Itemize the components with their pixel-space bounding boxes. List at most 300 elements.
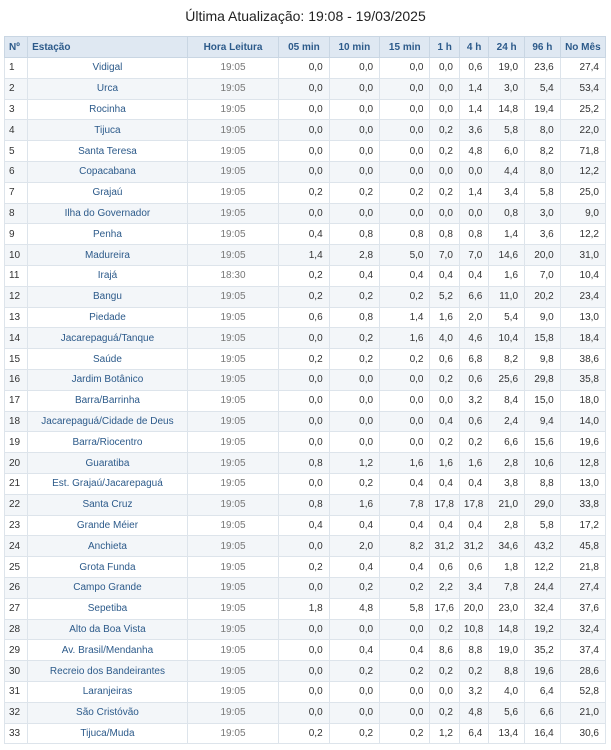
cell-10min: 0,8 bbox=[329, 224, 379, 245]
cell-5min: 0,8 bbox=[279, 453, 329, 474]
cell-5min: 0,0 bbox=[279, 328, 329, 349]
cell-1h: 5,2 bbox=[430, 286, 459, 307]
cell-5min: 0,0 bbox=[279, 99, 329, 120]
cell-24h: 19,0 bbox=[489, 58, 525, 79]
cell-4h: 0,6 bbox=[459, 411, 488, 432]
cell-24h: 1,8 bbox=[489, 557, 525, 578]
cell-number: 14 bbox=[5, 328, 28, 349]
cell-5min: 0,4 bbox=[279, 224, 329, 245]
cell-number: 31 bbox=[5, 681, 28, 702]
cell-15min: 0,0 bbox=[380, 681, 430, 702]
cell-read-time: 19:05 bbox=[187, 203, 278, 224]
cell-15min: 0,8 bbox=[380, 224, 430, 245]
cell-24h: 2,8 bbox=[489, 453, 525, 474]
cell-month: 33,8 bbox=[560, 494, 605, 515]
cell-24h: 8,2 bbox=[489, 349, 525, 370]
cell-month: 14,0 bbox=[560, 411, 605, 432]
col-header-station[interactable]: Estação bbox=[28, 37, 188, 58]
cell-number: 16 bbox=[5, 369, 28, 390]
cell-15min: 7,8 bbox=[380, 494, 430, 515]
cell-station: Copacabana bbox=[28, 161, 188, 182]
cell-5min: 0,4 bbox=[279, 515, 329, 536]
cell-number: 2 bbox=[5, 78, 28, 99]
cell-15min: 8,2 bbox=[380, 536, 430, 557]
cell-5min: 0,0 bbox=[279, 619, 329, 640]
cell-96h: 9,8 bbox=[525, 349, 561, 370]
cell-1h: 17,8 bbox=[430, 494, 459, 515]
cell-number: 29 bbox=[5, 640, 28, 661]
cell-5min: 0,0 bbox=[279, 390, 329, 411]
cell-station: Recreio dos Bandeirantes bbox=[28, 661, 188, 682]
cell-station: Est. Grajaú/Jacarepaguá bbox=[28, 473, 188, 494]
cell-number: 19 bbox=[5, 432, 28, 453]
cell-1h: 0,0 bbox=[430, 681, 459, 702]
table-row bbox=[5, 453, 606, 474]
cell-station: Bangu bbox=[28, 286, 188, 307]
cell-4h: 0,4 bbox=[459, 265, 488, 286]
table-row bbox=[5, 120, 606, 141]
cell-5min: 0,2 bbox=[279, 265, 329, 286]
table-row bbox=[5, 432, 606, 453]
cell-5min: 0,6 bbox=[279, 307, 329, 328]
cell-number: 22 bbox=[5, 494, 28, 515]
table-row bbox=[5, 78, 606, 99]
cell-5min: 0,2 bbox=[279, 182, 329, 203]
cell-24h: 4,4 bbox=[489, 161, 525, 182]
cell-station: Barra/Riocentro bbox=[28, 432, 188, 453]
cell-read-time: 18:30 bbox=[187, 265, 278, 286]
cell-10min: 1,2 bbox=[329, 453, 379, 474]
table-header-row bbox=[5, 37, 606, 58]
cell-read-time: 19:05 bbox=[187, 390, 278, 411]
table-row bbox=[5, 390, 606, 411]
cell-month: 17,2 bbox=[560, 515, 605, 536]
cell-10min: 2,8 bbox=[329, 245, 379, 266]
cell-10min: 1,6 bbox=[329, 494, 379, 515]
cell-month: 37,6 bbox=[560, 598, 605, 619]
cell-10min: 0,0 bbox=[329, 203, 379, 224]
cell-15min: 0,2 bbox=[380, 661, 430, 682]
cell-number: 20 bbox=[5, 453, 28, 474]
cell-4h: 2,0 bbox=[459, 307, 488, 328]
cell-1h: 1,2 bbox=[430, 723, 459, 744]
cell-5min: 0,0 bbox=[279, 78, 329, 99]
cell-5min: 0,0 bbox=[279, 640, 329, 661]
table-row bbox=[5, 598, 606, 619]
cell-4h: 0,0 bbox=[459, 161, 488, 182]
cell-10min: 0,0 bbox=[329, 702, 379, 723]
cell-24h: 21,0 bbox=[489, 494, 525, 515]
cell-read-time: 19:05 bbox=[187, 245, 278, 266]
cell-15min: 0,0 bbox=[380, 58, 430, 79]
cell-96h: 16,4 bbox=[525, 723, 561, 744]
cell-station: Vidigal bbox=[28, 58, 188, 79]
cell-24h: 19,0 bbox=[489, 640, 525, 661]
cell-4h: 7,0 bbox=[459, 245, 488, 266]
cell-1h: 0,0 bbox=[430, 161, 459, 182]
cell-month: 12,2 bbox=[560, 161, 605, 182]
cell-read-time: 19:05 bbox=[187, 577, 278, 598]
cell-month: 18,0 bbox=[560, 390, 605, 411]
cell-4h: 1,4 bbox=[459, 78, 488, 99]
cell-station: Grande Méier bbox=[28, 515, 188, 536]
cell-station: Tijuca/Muda bbox=[28, 723, 188, 744]
cell-station: Rocinha bbox=[28, 99, 188, 120]
cell-month: 21,0 bbox=[560, 702, 605, 723]
cell-read-time: 19:05 bbox=[187, 411, 278, 432]
cell-10min: 0,2 bbox=[329, 286, 379, 307]
table-row bbox=[5, 536, 606, 557]
cell-4h: 0,2 bbox=[459, 432, 488, 453]
cell-96h: 23,6 bbox=[525, 58, 561, 79]
cell-96h: 7,0 bbox=[525, 265, 561, 286]
cell-number: 13 bbox=[5, 307, 28, 328]
table-row bbox=[5, 161, 606, 182]
cell-96h: 9,0 bbox=[525, 307, 561, 328]
col-header-read-time[interactable]: Hora Leitura bbox=[187, 37, 278, 58]
cell-96h: 8,0 bbox=[525, 161, 561, 182]
cell-5min: 0,2 bbox=[279, 557, 329, 578]
cell-96h: 43,2 bbox=[525, 536, 561, 557]
cell-15min: 0,0 bbox=[380, 141, 430, 162]
cell-96h: 6,4 bbox=[525, 681, 561, 702]
cell-month: 27,4 bbox=[560, 58, 605, 79]
cell-10min: 0,0 bbox=[329, 369, 379, 390]
cell-5min: 0,0 bbox=[279, 411, 329, 432]
cell-4h: 0,6 bbox=[459, 58, 488, 79]
cell-read-time: 19:05 bbox=[187, 661, 278, 682]
cell-96h: 19,6 bbox=[525, 661, 561, 682]
cell-15min: 0,0 bbox=[380, 619, 430, 640]
cell-15min: 1,6 bbox=[380, 328, 430, 349]
cell-station: Barra/Barrinha bbox=[28, 390, 188, 411]
cell-month: 28,6 bbox=[560, 661, 605, 682]
cell-station: Grota Funda bbox=[28, 557, 188, 578]
cell-station: Santa Cruz bbox=[28, 494, 188, 515]
cell-1h: 0,2 bbox=[430, 661, 459, 682]
cell-4h: 4,6 bbox=[459, 328, 488, 349]
cell-number: 8 bbox=[5, 203, 28, 224]
cell-station: Penha bbox=[28, 224, 188, 245]
cell-number: 24 bbox=[5, 536, 28, 557]
cell-number: 33 bbox=[5, 723, 28, 744]
cell-4h: 0,0 bbox=[459, 203, 488, 224]
cell-96h: 15,8 bbox=[525, 328, 561, 349]
cell-15min: 0,0 bbox=[380, 120, 430, 141]
cell-5min: 0,2 bbox=[279, 286, 329, 307]
table-row bbox=[5, 245, 606, 266]
cell-5min: 0,0 bbox=[279, 681, 329, 702]
cell-month: 13,0 bbox=[560, 473, 605, 494]
cell-month: 10,4 bbox=[560, 265, 605, 286]
table-row bbox=[5, 307, 606, 328]
cell-read-time: 19:05 bbox=[187, 369, 278, 390]
cell-5min: 0,0 bbox=[279, 473, 329, 494]
cell-96h: 29,0 bbox=[525, 494, 561, 515]
cell-96h: 20,2 bbox=[525, 286, 561, 307]
cell-15min: 5,8 bbox=[380, 598, 430, 619]
cell-number: 10 bbox=[5, 245, 28, 266]
cell-4h: 1,6 bbox=[459, 453, 488, 474]
cell-96h: 32,4 bbox=[525, 598, 561, 619]
cell-10min: 0,0 bbox=[329, 120, 379, 141]
cell-24h: 25,6 bbox=[489, 369, 525, 390]
cell-station: Campo Grande bbox=[28, 577, 188, 598]
cell-15min: 0,0 bbox=[380, 390, 430, 411]
cell-read-time: 19:05 bbox=[187, 182, 278, 203]
table-row bbox=[5, 141, 606, 162]
cell-number: 3 bbox=[5, 99, 28, 120]
cell-station: Jacarepaguá/Cidade de Deus bbox=[28, 411, 188, 432]
cell-4h: 3,6 bbox=[459, 120, 488, 141]
table-row bbox=[5, 557, 606, 578]
col-header-10min[interactable]: 10 min bbox=[329, 37, 379, 58]
cell-4h: 0,6 bbox=[459, 557, 488, 578]
cell-24h: 5,6 bbox=[489, 702, 525, 723]
cell-24h: 14,8 bbox=[489, 619, 525, 640]
cell-24h: 6,0 bbox=[489, 141, 525, 162]
cell-station: São Cristóvão bbox=[28, 702, 188, 723]
cell-month: 21,8 bbox=[560, 557, 605, 578]
cell-1h: 1,6 bbox=[430, 453, 459, 474]
cell-1h: 0,4 bbox=[430, 411, 459, 432]
cell-4h: 4,8 bbox=[459, 702, 488, 723]
col-header-month[interactable]: No Mês bbox=[560, 37, 605, 58]
cell-station: Urca bbox=[28, 78, 188, 99]
cell-month: 37,4 bbox=[560, 640, 605, 661]
cell-4h: 1,4 bbox=[459, 182, 488, 203]
cell-96h: 35,2 bbox=[525, 640, 561, 661]
cell-station: Grajaú bbox=[28, 182, 188, 203]
col-header-24h[interactable]: 24 h bbox=[489, 37, 525, 58]
cell-4h: 1,4 bbox=[459, 99, 488, 120]
cell-read-time: 19:05 bbox=[187, 515, 278, 536]
cell-15min: 1,4 bbox=[380, 307, 430, 328]
cell-month: 35,8 bbox=[560, 369, 605, 390]
cell-month: 18,4 bbox=[560, 328, 605, 349]
cell-4h: 10,8 bbox=[459, 619, 488, 640]
cell-96h: 8,8 bbox=[525, 473, 561, 494]
page-title: Última Atualização: 19:08 - 19/03/2025 bbox=[185, 8, 426, 24]
cell-month: 45,8 bbox=[560, 536, 605, 557]
table-row bbox=[5, 619, 606, 640]
cell-24h: 4,0 bbox=[489, 681, 525, 702]
cell-read-time: 19:05 bbox=[187, 161, 278, 182]
cell-number: 30 bbox=[5, 661, 28, 682]
cell-month: 32,4 bbox=[560, 619, 605, 640]
cell-number: 15 bbox=[5, 349, 28, 370]
table-row bbox=[5, 661, 606, 682]
cell-15min: 0,4 bbox=[380, 473, 430, 494]
cell-96h: 9,4 bbox=[525, 411, 561, 432]
cell-read-time: 19:05 bbox=[187, 453, 278, 474]
cell-15min: 0,2 bbox=[380, 577, 430, 598]
cell-15min: 0,0 bbox=[380, 432, 430, 453]
cell-station: Guaratiba bbox=[28, 453, 188, 474]
cell-1h: 0,2 bbox=[430, 702, 459, 723]
cell-24h: 11,0 bbox=[489, 286, 525, 307]
cell-10min: 0,2 bbox=[329, 473, 379, 494]
cell-24h: 6,6 bbox=[489, 432, 525, 453]
cell-24h: 5,8 bbox=[489, 120, 525, 141]
cell-station: Tijuca bbox=[28, 120, 188, 141]
cell-station: Ilha do Governador bbox=[28, 203, 188, 224]
cell-4h: 0,8 bbox=[459, 224, 488, 245]
cell-24h: 34,6 bbox=[489, 536, 525, 557]
cell-4h: 0,4 bbox=[459, 473, 488, 494]
cell-15min: 0,4 bbox=[380, 557, 430, 578]
col-header-4h[interactable]: 4 h bbox=[459, 37, 488, 58]
cell-15min: 0,2 bbox=[380, 182, 430, 203]
table-row bbox=[5, 640, 606, 661]
cell-10min: 0,2 bbox=[329, 328, 379, 349]
cell-96h: 19,4 bbox=[525, 99, 561, 120]
cell-96h: 6,6 bbox=[525, 702, 561, 723]
cell-number: 25 bbox=[5, 557, 28, 578]
cell-24h: 8,4 bbox=[489, 390, 525, 411]
cell-1h: 0,6 bbox=[430, 557, 459, 578]
cell-96h: 8,0 bbox=[525, 120, 561, 141]
cell-read-time: 19:05 bbox=[187, 681, 278, 702]
cell-read-time: 19:05 bbox=[187, 702, 278, 723]
cell-month: 52,8 bbox=[560, 681, 605, 702]
cell-4h: 8,8 bbox=[459, 640, 488, 661]
cell-96h: 12,2 bbox=[525, 557, 561, 578]
cell-month: 9,0 bbox=[560, 203, 605, 224]
cell-15min: 0,0 bbox=[380, 161, 430, 182]
cell-10min: 0,0 bbox=[329, 99, 379, 120]
cell-number: 6 bbox=[5, 161, 28, 182]
cell-96h: 3,0 bbox=[525, 203, 561, 224]
cell-1h: 0,0 bbox=[430, 203, 459, 224]
cell-month: 31,0 bbox=[560, 245, 605, 266]
cell-1h: 0,0 bbox=[430, 58, 459, 79]
cell-read-time: 19:05 bbox=[187, 723, 278, 744]
table-row bbox=[5, 681, 606, 702]
cell-24h: 7,8 bbox=[489, 577, 525, 598]
cell-5min: 0,2 bbox=[279, 349, 329, 370]
cell-96h: 5,8 bbox=[525, 182, 561, 203]
cell-24h: 10,4 bbox=[489, 328, 525, 349]
cell-number: 26 bbox=[5, 577, 28, 598]
cell-month: 13,0 bbox=[560, 307, 605, 328]
cell-number: 4 bbox=[5, 120, 28, 141]
cell-10min: 0,4 bbox=[329, 640, 379, 661]
cell-5min: 0,0 bbox=[279, 432, 329, 453]
cell-number: 1 bbox=[5, 58, 28, 79]
cell-96h: 29,8 bbox=[525, 369, 561, 390]
cell-10min: 0,4 bbox=[329, 515, 379, 536]
cell-read-time: 19:05 bbox=[187, 307, 278, 328]
cell-96h: 3,6 bbox=[525, 224, 561, 245]
cell-month: 25,2 bbox=[560, 99, 605, 120]
cell-station: Saúde bbox=[28, 349, 188, 370]
cell-5min: 0,2 bbox=[279, 723, 329, 744]
cell-number: 9 bbox=[5, 224, 28, 245]
cell-read-time: 19:05 bbox=[187, 328, 278, 349]
cell-month: 38,6 bbox=[560, 349, 605, 370]
cell-station: Av. Brasil/Mendanha bbox=[28, 640, 188, 661]
cell-read-time: 19:05 bbox=[187, 473, 278, 494]
cell-month: 19,6 bbox=[560, 432, 605, 453]
cell-number: 18 bbox=[5, 411, 28, 432]
cell-24h: 1,4 bbox=[489, 224, 525, 245]
table-row bbox=[5, 702, 606, 723]
cell-24h: 14,8 bbox=[489, 99, 525, 120]
table-row bbox=[5, 494, 606, 515]
cell-5min: 0,0 bbox=[279, 120, 329, 141]
cell-10min: 0,4 bbox=[329, 557, 379, 578]
cell-read-time: 19:05 bbox=[187, 494, 278, 515]
table-row bbox=[5, 58, 606, 79]
cell-24h: 13,4 bbox=[489, 723, 525, 744]
cell-month: 53,4 bbox=[560, 78, 605, 99]
cell-1h: 17,6 bbox=[430, 598, 459, 619]
col-header-number[interactable]: Nº bbox=[5, 37, 28, 58]
cell-number: 32 bbox=[5, 702, 28, 723]
rainfall-table bbox=[4, 36, 606, 744]
cell-5min: 1,4 bbox=[279, 245, 329, 266]
col-header-96h[interactable]: 96 h bbox=[525, 37, 561, 58]
cell-15min: 0,4 bbox=[380, 515, 430, 536]
cell-month: 25,0 bbox=[560, 182, 605, 203]
cell-read-time: 19:05 bbox=[187, 640, 278, 661]
cell-1h: 31,2 bbox=[430, 536, 459, 557]
cell-1h: 1,6 bbox=[430, 307, 459, 328]
cell-15min: 1,6 bbox=[380, 453, 430, 474]
table-row bbox=[5, 577, 606, 598]
cell-read-time: 19:05 bbox=[187, 349, 278, 370]
cell-10min: 0,0 bbox=[329, 390, 379, 411]
cell-station: Jardim Botânico bbox=[28, 369, 188, 390]
cell-96h: 15,6 bbox=[525, 432, 561, 453]
cell-10min: 0,2 bbox=[329, 349, 379, 370]
cell-10min: 0,0 bbox=[329, 58, 379, 79]
cell-24h: 1,6 bbox=[489, 265, 525, 286]
cell-10min: 0,0 bbox=[329, 78, 379, 99]
table-row bbox=[5, 473, 606, 494]
cell-5min: 0,0 bbox=[279, 661, 329, 682]
table-row bbox=[5, 182, 606, 203]
cell-10min: 0,4 bbox=[329, 265, 379, 286]
cell-10min: 0,0 bbox=[329, 411, 379, 432]
table-row bbox=[5, 265, 606, 286]
cell-4h: 0,2 bbox=[459, 661, 488, 682]
col-header-15min[interactable]: 15 min bbox=[380, 37, 430, 58]
cell-station: Madureira bbox=[28, 245, 188, 266]
cell-month: 30,6 bbox=[560, 723, 605, 744]
cell-15min: 0,4 bbox=[380, 265, 430, 286]
cell-4h: 0,4 bbox=[459, 515, 488, 536]
table-body bbox=[5, 58, 606, 744]
cell-read-time: 19:05 bbox=[187, 141, 278, 162]
cell-5min: 0,0 bbox=[279, 369, 329, 390]
table-row bbox=[5, 411, 606, 432]
cell-1h: 0,2 bbox=[430, 182, 459, 203]
cell-1h: 8,6 bbox=[430, 640, 459, 661]
cell-24h: 3,8 bbox=[489, 473, 525, 494]
cell-5min: 0,0 bbox=[279, 536, 329, 557]
cell-10min: 4,8 bbox=[329, 598, 379, 619]
cell-month: 12,8 bbox=[560, 453, 605, 474]
cell-station: Irajá bbox=[28, 265, 188, 286]
cell-month: 71,8 bbox=[560, 141, 605, 162]
cell-1h: 0,4 bbox=[430, 515, 459, 536]
col-header-1h[interactable]: 1 h bbox=[430, 37, 459, 58]
col-header-5min[interactable]: 05 min bbox=[279, 37, 329, 58]
cell-5min: 0,0 bbox=[279, 577, 329, 598]
cell-5min: 1,8 bbox=[279, 598, 329, 619]
